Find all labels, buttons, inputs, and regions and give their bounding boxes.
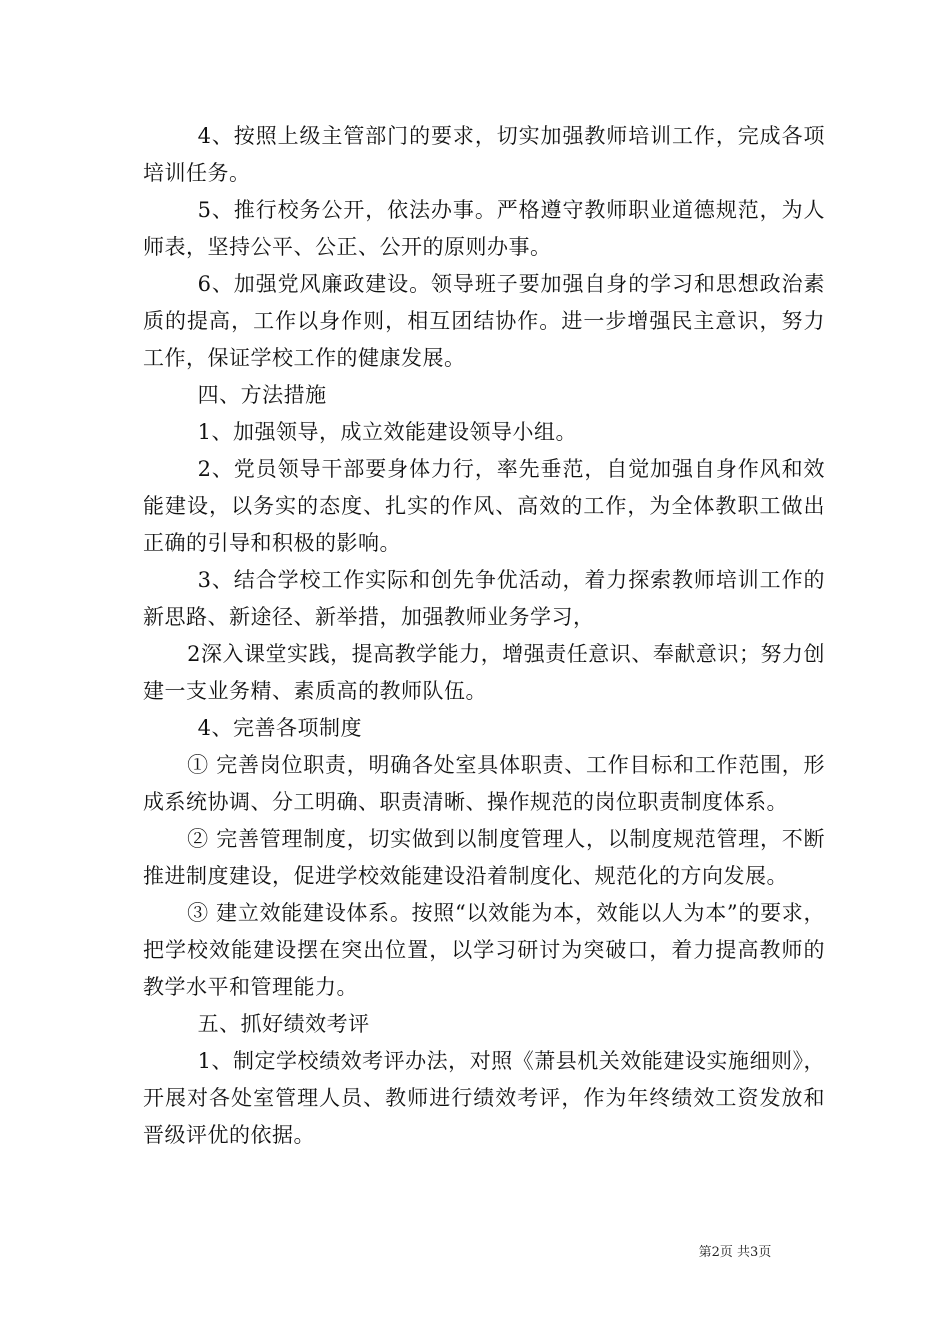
paragraph: 1、加强领导，成立效能建设领导小组。	[197, 420, 577, 444]
paragraph: 5、推行校务公开，依法办事。严格遵守教师职业道德规范，为人师表，坚持公平、公正、公开的原则办事。	[143, 198, 825, 259]
document-body	[143, 118, 825, 1154]
paragraph: 6、加强党风廉政建设。领导班子要加强自身的学习和思想政治素质的提高，工作以身作则，相互团结协作。进一步增强民主意识，努力工作，保证学校工作的健康发展。	[143, 272, 825, 370]
paragraph: ③ 建立效能建设体系。按照“以效能为本，效能以人为本”的要求，把学校效能建设摆在突出位置，以学习研讨为突破口，着力提高教师的教学水平和管理能力。	[143, 901, 825, 999]
page-number: 第2页 共3页	[698, 1245, 772, 1260]
section-heading: 四、方法措施	[197, 383, 327, 407]
paragraph: 4、按照上级主管部门的要求，切实加强教师培训工作，完成各项培训任务。	[143, 124, 825, 185]
paragraph: 2深入课堂实践，提高教学能力，增强责任意识、奉献意识；努力创建一支业务精、素质高的教师队伍。	[143, 642, 825, 703]
paragraph: 3、结合学校工作实际和创先争优活动，着力探索教师培训工作的新思路、新途径、新举措，加强教师业务学习，	[143, 568, 825, 629]
paragraph: ② 完善管理制度，切实做到以制度管理人，以制度规范管理，不断推进制度建设，促进学校效能建设沿着制度化、规范化的方向发展。	[143, 827, 825, 888]
paragraph: ① 完善岗位职责，明确各处室具体职责、工作目标和工作范围，形成系统协调、分工明确、职责清晰、操作规范的岗位职责制度体系。	[143, 753, 825, 814]
paragraph: 2、党员领导干部要身体力行，率先垂范，自觉加强自身作风和效能建设，以务实的态度、扎实的作风、高效的工作，为全体教职工做出正确的引导和积极的影响。	[143, 457, 825, 555]
section-heading: 五、抓好绩效考评	[197, 1012, 370, 1036]
paragraph: 1、制定学校绩效考评办法，对照《萧县机关效能建设实施细则》，开展对各处室管理人员、教师进行绩效考评，作为年终绩效工资发放和晋级评优的依据。	[143, 1049, 825, 1147]
subsection-heading: 4、完善各项制度	[197, 716, 362, 740]
